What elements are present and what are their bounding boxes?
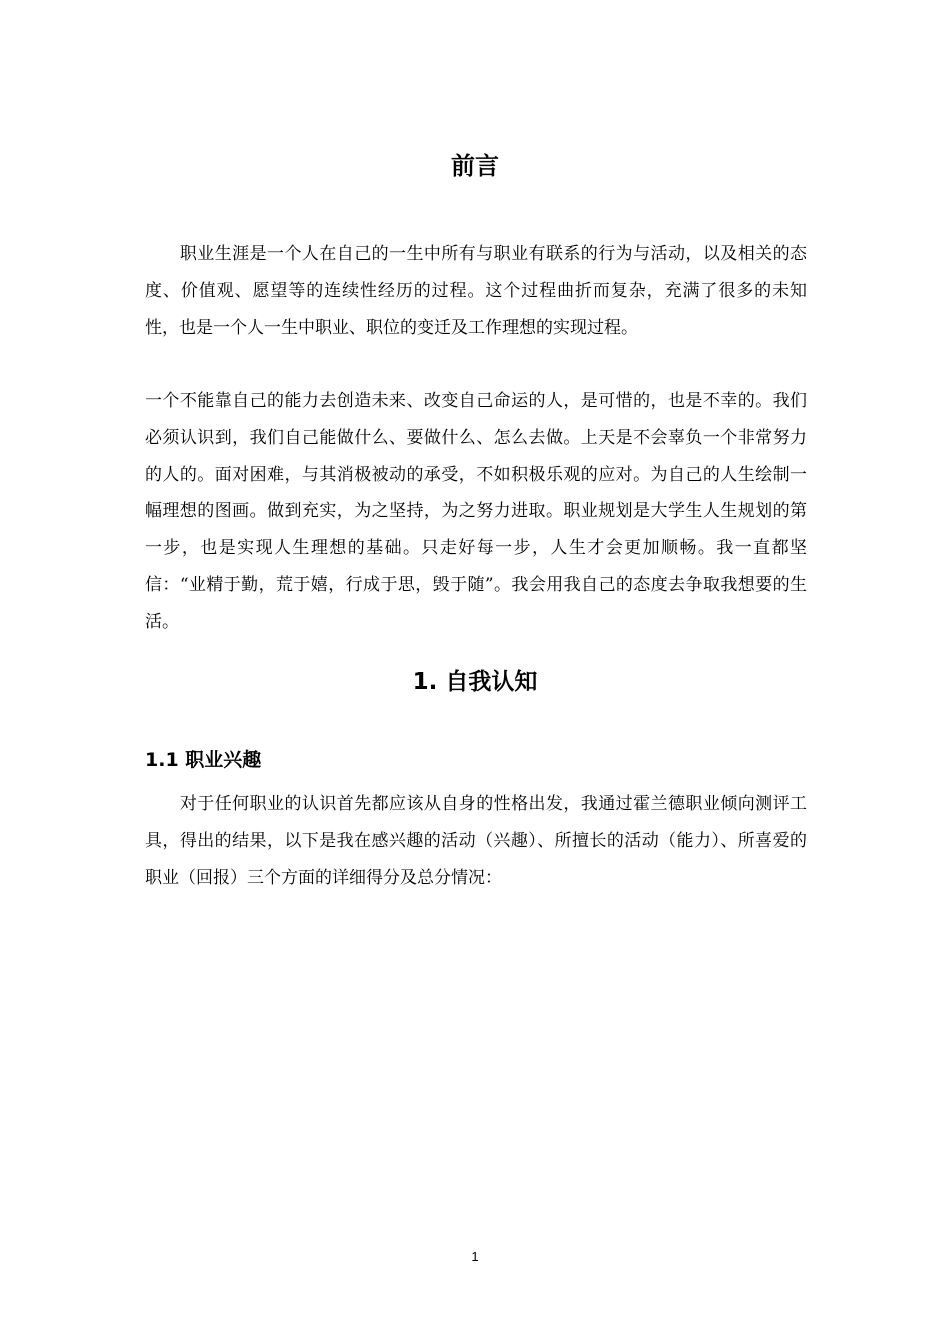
subsection-title-career-interest: 1.1 职业兴趣 [145, 749, 262, 771]
preface-title: 前言 [451, 152, 499, 180]
preface-paragraph-2: 一个不能靠自己的能力去创造未来、改变自己命运的人，是可惜的，也是不幸的。我们必须认识到，我们自己能做什么、要做什么、怎么去做。上天是不会辜负一个非常努力的人的。面对困难，与其消极被动的承受，不如积极乐观的应对。为自己的人生绘制一幅理想的图画。做到充实，为之坚持，为之努力进取。职业规划是大学生人生规划的第一步，也是实现人生理想的基础。只走好每一步，人生才会更加顺畅。我一直都坚信：“业精于勤，荒于嬉，行成于思，毁于随”。我会用我自己的态度去争取我想要的生活。 [145, 391, 807, 632]
preface-paragraph-1: 职业生涯是一个人在自己的一生中所有与职业有联系的行为与活动，以及相关的态度、价值观、愿望等的连续性经历的过程。这个过程曲折而复杂，充满了很多的未知性，也是一个人一生中职业、职位的变迁及工作理想的实现过程。 [145, 244, 807, 338]
section-title-self-awareness: 1. 自我认知 [412, 669, 538, 695]
subsection-paragraph: 对于任何职业的认识首先都应该从自身的性格出发，我通过霍兰德职业倾向测评工具，得出的结果，以下是我在感兴趣的活动（兴趣）、所擅长的活动（能力）、所喜爱的职业（回报）三个方面的详细得分及总分情况： [145, 794, 807, 888]
page-number: 1 [471, 1249, 479, 1264]
